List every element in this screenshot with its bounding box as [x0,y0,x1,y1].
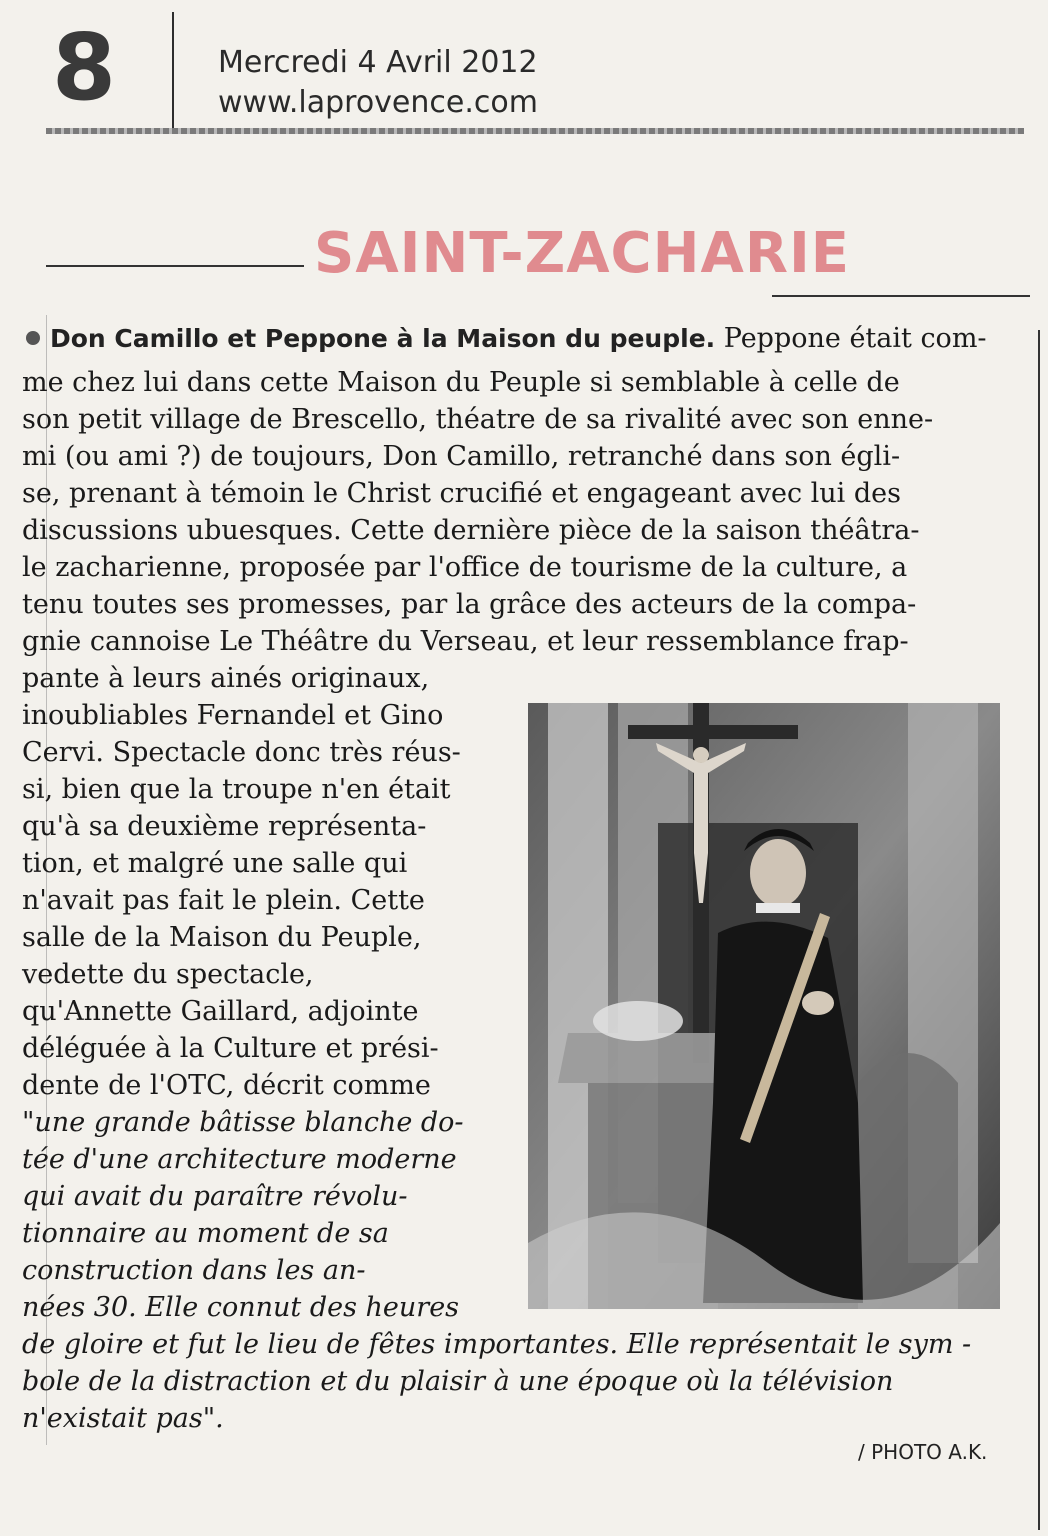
article-line: tenu toutes ses promesses, par la grâce des acteurs de la compa- [22,589,917,620]
article-line: se, prenant à témoin le Christ crucifié et engageant avec lui des [22,478,902,509]
article-line-text: Peppone était com- [715,323,987,354]
photo-illustration [528,703,1000,1309]
header-rule [46,128,1024,134]
article-line: Cervi. Spectacle donc très réus- [22,737,461,768]
article-line: tion, et malgré une salle qui [22,848,408,879]
flower-arrangement [593,1001,683,1041]
header-divider [172,12,174,132]
article-line: qu'Annette Gaillard, adjointe [22,996,419,1027]
article-lead: Don Camillo et Peppone à la Maison du peuple. [50,324,716,353]
altar-shape [558,1033,738,1083]
christ-head [693,747,709,763]
article-quote-line: de gloire et fut le lieu de fêtes importantes. Elle représentait le sym - [22,1329,972,1360]
column-border-right [1038,330,1040,1530]
bullet-icon [26,331,40,345]
article-line: discussions ubuesques. Cette dernière pièce de la saison théâtra- [22,515,920,546]
article-line: inoubliables Fernandel et Gino [22,700,444,731]
article-quote-line: tionnaire au moment de sa [22,1218,389,1249]
priest-hand [802,991,834,1015]
article-quote-line: qui avait du paraître révolu- [22,1181,408,1212]
article-quote-line: construction dans les an- [22,1255,366,1286]
article-line: vedette du spectacle, [22,959,314,990]
article-line: le zacharienne, proposée par l'office de tourisme de la culture, a [22,552,908,583]
article-quote-line: bole de la distraction et du plaisir à une époque où la télévision [22,1366,894,1397]
article-line: me chez lui dans cette Maison du Peuple si semblable à celle de [22,367,900,398]
priest-collar [756,903,800,913]
article-line: déléguée à la Culture et prési- [22,1033,439,1064]
priest-face [750,839,806,907]
header-website: www.laprovence.com [218,85,538,120]
article-line: si, bien que la troupe n'en était [22,774,451,805]
article-quote-line: tée d'une architecture moderne [22,1144,457,1175]
article-line: mi (ou ami ?) de toujours, Don Camillo, retranché dans son égli- [22,441,901,472]
header-date: Mercredi 4 Avril 2012 [218,45,538,80]
crucifix-beam [628,725,798,739]
photo-credit: / PHOTO A.K. [858,1440,988,1464]
article-line: son petit village de Brescello, théatre de sa rivalité avec son enne- [22,404,934,435]
article-line: pante à leurs ainés originaux, [22,663,430,694]
article-line: salle de la Maison du Peuple, [22,922,422,953]
article-quote-line: "une grande bâtisse blanche do- [22,1107,464,1138]
article-line: qu'à sa deuxième représenta- [22,811,427,842]
article-line: dente de l'OTC, décrit comme [22,1070,431,1101]
article-quote-line: n'existait pas". [22,1403,224,1434]
article-line: gnie cannoise Le Théâtre du Verseau, et leur ressemblance frap- [22,626,909,657]
article-photo [528,703,1000,1309]
page-number: 8 [52,14,117,121]
article-line: n'avait pas fait le plein. Cette [22,885,425,916]
section-heading: SAINT-ZACHARIE [314,221,851,286]
section-rule-right [772,295,1030,297]
section-rule-left [46,265,304,267]
article-quote-line: nées 30. Elle connut des heures [22,1292,460,1323]
arch-shape [858,1053,958,1309]
article-line [22,322,987,356]
